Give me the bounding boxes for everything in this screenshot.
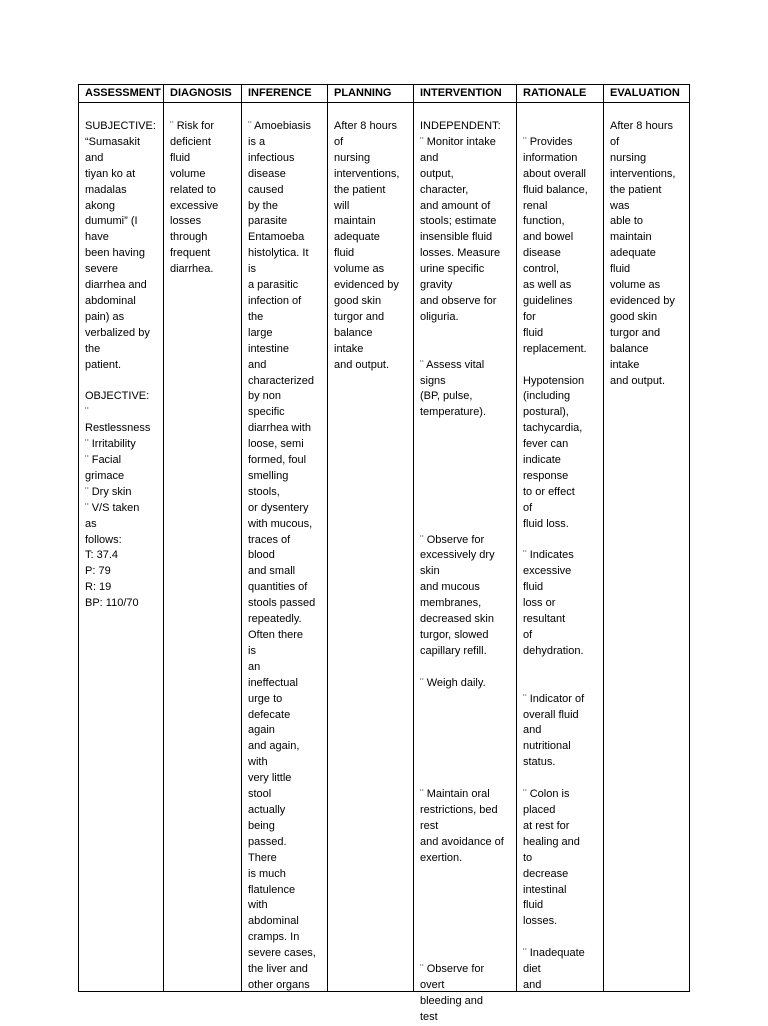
cell-line: intestinal — [523, 883, 567, 896]
column-header-intervention: INTERVENTION — [414, 85, 516, 103]
cell-line: rest — [420, 819, 439, 832]
cell-line: an — [248, 660, 261, 673]
cell-line: (BP, pulse, — [420, 390, 473, 403]
cell-line: ¨ Risk for — [170, 120, 214, 132]
cell-line: or dysentery — [248, 501, 309, 514]
cell-line: response — [523, 469, 569, 482]
cell-line — [420, 453, 514, 469]
cell-line: with — [248, 899, 268, 912]
cell-line: actually — [248, 803, 286, 816]
cell-line: fluid — [610, 263, 631, 276]
column-header-assessment: ASSESSMENT — [79, 85, 163, 103]
cell-line: is much — [248, 867, 286, 880]
cell-line: losses. — [523, 915, 558, 928]
cell-line: ¨ Maintain oral — [420, 788, 490, 801]
cell-line: blood — [248, 549, 275, 562]
cell-line: as — [85, 517, 97, 530]
cell-line: been having — [85, 247, 145, 260]
cell-line: and mucous — [420, 581, 480, 594]
cell-line: overall fluid — [523, 708, 579, 721]
cell-line — [420, 421, 514, 437]
cell-line: of — [523, 501, 533, 514]
cell-line: output, — [420, 167, 454, 180]
cell-line: diarrhea and — [85, 279, 147, 292]
cell-line: overt — [420, 978, 445, 991]
cell-line: able to — [610, 215, 644, 228]
cell-line: P: 79 — [85, 565, 111, 578]
evaluation-cell — [610, 119, 687, 389]
cell-line: quantities of — [248, 581, 308, 594]
intervention-cell — [420, 119, 514, 1026]
cell-line: “Sumasakit — [85, 135, 141, 148]
cell-line: tiyan ko at — [85, 167, 136, 180]
cell-line: stool — [248, 788, 272, 801]
cell-line: ¨ Dry skin — [85, 485, 132, 498]
cell-line: capillary refill. — [420, 644, 487, 657]
cell-line — [420, 342, 514, 358]
cell-line: maintain — [610, 231, 652, 244]
column-header-inference: INFERENCE — [242, 85, 327, 103]
cell-line: stools passed — [248, 597, 316, 610]
planning-column — [328, 85, 414, 991]
cell-line: ¨ V/S taken — [85, 501, 140, 514]
diagnosis-column — [164, 85, 242, 991]
cell-line: fluid balance, — [523, 183, 588, 196]
cell-line — [420, 867, 514, 883]
column-header-planning: PLANNING — [328, 85, 413, 103]
cell-line: information — [523, 151, 578, 164]
cell-line — [420, 437, 514, 453]
cell-line: temperature). — [420, 406, 487, 419]
cell-line: about overall — [523, 167, 586, 180]
rationale-column — [517, 85, 604, 991]
cell-line — [420, 723, 514, 739]
cell-line: BP: 110/70 — [85, 597, 139, 610]
cell-line: fluid — [170, 151, 191, 164]
cell-line: and observe for — [420, 294, 497, 307]
cell-line: nutritional — [523, 740, 571, 753]
cell-line: traces of — [248, 533, 291, 546]
cell-line: by non — [248, 390, 282, 403]
cell-line — [420, 914, 514, 930]
cell-line: character, — [420, 183, 469, 196]
cell-line: and — [85, 151, 104, 164]
cell-line: turgor and — [610, 326, 661, 339]
assessment-cell — [85, 119, 161, 612]
cell-line: diarrhea with — [248, 422, 311, 435]
cell-line: ¨ Facial — [85, 454, 122, 467]
cell-line: losses. Measure — [420, 247, 501, 260]
cell-line: After 8 hours — [334, 120, 397, 132]
cell-line: pain) as — [85, 310, 125, 323]
cell-line: is a — [248, 135, 266, 148]
cell-line: adequate — [334, 231, 380, 244]
cell-line: infection of — [248, 294, 302, 307]
cell-line — [420, 326, 514, 342]
cell-line: There — [248, 851, 277, 864]
cell-line: INDEPENDENT: — [420, 120, 501, 132]
cell-line: the — [248, 310, 264, 323]
cell-line: R: 19 — [85, 581, 112, 594]
cell-line: smelling — [248, 469, 289, 482]
cell-line — [523, 533, 601, 549]
cell-line: decreased skin — [420, 613, 494, 626]
cell-line: of — [523, 629, 533, 641]
cell-line: renal — [523, 199, 548, 212]
cell-line: losses — [170, 215, 202, 228]
column-header-rationale: RATIONALE — [517, 85, 603, 103]
cell-line — [420, 501, 514, 517]
cell-line: formed, foul — [248, 454, 307, 467]
cell-line: oliguria. — [420, 310, 459, 323]
cell-line: balance — [334, 326, 373, 339]
cell-line: ¨ Assess vital — [420, 358, 485, 371]
cell-line: good skin — [610, 310, 658, 323]
cell-line: as well as — [523, 279, 572, 292]
cell-line: healing and — [523, 835, 580, 848]
cell-line: for — [523, 310, 536, 323]
cell-line: infectious — [248, 151, 295, 164]
cell-line: and again, — [248, 740, 300, 753]
cell-line: abdominal — [85, 294, 136, 307]
cell-line: control, — [523, 263, 560, 276]
cell-line: related to — [170, 183, 216, 196]
cell-line: to — [523, 851, 533, 864]
cell-line: fluid — [523, 326, 544, 339]
cell-line: dehydration. — [523, 644, 584, 657]
cell-line: intake — [610, 358, 640, 371]
cell-line: turgor and — [334, 310, 385, 323]
cell-line: T: 37.4 — [85, 549, 119, 562]
cell-line: a parasitic — [248, 279, 299, 292]
cell-line: and — [420, 151, 439, 164]
cell-line: ¨ Observe for — [420, 533, 485, 546]
cell-line: grimace — [85, 469, 125, 482]
cell-line: the — [85, 342, 101, 355]
cell-line: evidenced by — [610, 294, 675, 307]
cell-line: test — [420, 1010, 438, 1023]
cell-line: urine specific — [420, 263, 485, 276]
cell-line: fluid — [334, 247, 355, 260]
cell-line: very little — [248, 772, 292, 785]
cell-line: of — [610, 135, 620, 148]
cell-line: ineffectual — [248, 676, 298, 689]
cell-line: histolytica. It — [248, 247, 309, 260]
planning-cell — [334, 119, 411, 374]
cell-line: intestine — [248, 342, 289, 355]
cell-line: akong — [85, 199, 115, 212]
cell-line: turgor, slowed — [420, 629, 489, 641]
cell-line: replacement. — [523, 342, 587, 355]
cell-line: is — [248, 644, 256, 657]
cell-line: abdominal — [248, 915, 299, 928]
cell-line: characterized — [248, 374, 315, 387]
cell-line: disease — [248, 167, 286, 180]
cell-line: insensible fluid — [420, 231, 493, 244]
cell-line: ¨ Monitor intake — [420, 135, 496, 148]
cell-line: OBJECTIVE: — [85, 390, 150, 403]
assessment-column — [79, 85, 164, 991]
inference-cell — [248, 119, 325, 994]
cell-line: ¨ Indicator of — [523, 692, 585, 705]
cell-line: excessively dry — [420, 549, 495, 562]
cell-line: guidelines — [523, 294, 573, 307]
cell-line: gravity — [420, 279, 453, 292]
cell-line: will — [334, 199, 350, 212]
cell-line — [420, 660, 514, 676]
cell-line: with — [248, 756, 268, 769]
cell-line: bleeding and — [420, 994, 484, 1007]
cell-line: defecate — [248, 708, 291, 721]
cell-line: decrease — [523, 867, 569, 880]
cell-line: fever can — [523, 438, 569, 451]
cell-line: volume — [170, 167, 206, 180]
cell-line: stools; estimate — [420, 215, 497, 228]
cell-line: have — [85, 231, 109, 244]
cell-line: fluid — [523, 581, 544, 594]
cell-line: specific — [248, 406, 285, 419]
cell-line: indicate — [523, 454, 561, 467]
cell-line: and — [248, 358, 267, 371]
cell-line: restrictions, bed — [420, 803, 498, 816]
cell-line: function, — [523, 215, 565, 228]
cell-line: verbalized by — [85, 326, 150, 339]
cell-line — [420, 883, 514, 899]
cell-line: urge to — [248, 692, 283, 705]
cell-line: being — [248, 819, 275, 832]
cell-line: exertion. — [420, 851, 463, 864]
cell-line: ¨ Irritability — [85, 438, 136, 451]
cell-line: Often there — [248, 629, 304, 641]
cell-line: evidenced by — [334, 279, 399, 292]
cell-line: tachycardia, — [523, 422, 583, 435]
cell-line: and bowel — [523, 231, 574, 244]
cell-line: through — [170, 231, 208, 244]
diagnosis-cell — [170, 119, 239, 278]
cell-line: deficient — [170, 135, 211, 148]
cell-line: is — [248, 263, 256, 276]
cell-line: balance — [610, 342, 649, 355]
cell-line: fluid loss. — [523, 517, 569, 530]
cell-line: to or effect — [523, 485, 575, 498]
cell-line: passed. — [248, 835, 287, 848]
cell-line: volume as — [610, 279, 661, 292]
cell-line: adequate — [610, 247, 656, 260]
cell-line: Hypotension — [523, 374, 585, 387]
cell-line: caused — [248, 183, 284, 196]
cell-line — [420, 755, 514, 771]
cell-line: and amount of — [420, 199, 491, 212]
cell-line: parasite — [248, 215, 288, 228]
cell-line: ¨ Colon is — [523, 788, 570, 801]
cell-line: was — [610, 199, 630, 212]
cell-line: madalas — [85, 183, 127, 196]
cell-line: and output. — [610, 374, 666, 387]
cell-line: and small — [248, 565, 296, 578]
cell-line: and output. — [334, 358, 390, 371]
cell-line: at rest for — [523, 819, 570, 832]
cell-line: stools, — [248, 485, 280, 498]
cell-line: skin — [420, 565, 440, 578]
cell-line: by the — [248, 199, 278, 212]
cell-line: signs — [420, 374, 446, 387]
cell-line: volume as — [334, 263, 385, 276]
cell-line: other organs — [248, 978, 310, 991]
cell-line: fluid — [523, 899, 544, 912]
cell-line: ¨ Amoebiasis — [248, 120, 311, 132]
cell-line: interventions, — [610, 167, 676, 180]
cell-line: and — [523, 978, 542, 991]
cell-line — [420, 692, 514, 708]
cell-line: nursing — [334, 151, 371, 164]
cell-line: interventions, — [334, 167, 400, 180]
cell-line: Entamoeba — [248, 231, 305, 244]
cell-line — [420, 485, 514, 501]
cell-line — [420, 898, 514, 914]
cell-line: After 8 hours — [610, 120, 673, 132]
cell-line: frequent — [170, 247, 211, 260]
cell-line: the liver and — [248, 963, 308, 976]
cell-line — [420, 771, 514, 787]
cell-line: intake — [334, 342, 364, 355]
cell-line: the patient — [610, 183, 662, 196]
cell-line — [523, 660, 601, 676]
cell-line: loss or — [523, 597, 556, 610]
care-plan-table — [78, 84, 690, 1023]
intervention-column — [414, 85, 517, 1023]
cell-line: ¨ Observe for — [420, 963, 485, 976]
cell-line: postural), — [523, 406, 569, 419]
cell-line: resultant — [523, 613, 566, 626]
cell-line: good skin — [334, 294, 382, 307]
cell-line: excessive — [523, 565, 572, 578]
cell-line: ¨ Indicates — [523, 549, 574, 562]
cell-line — [523, 930, 601, 946]
cell-line: with mucous, — [248, 517, 313, 530]
cell-line: again — [248, 724, 275, 737]
rationale-cell — [523, 119, 601, 994]
cell-line: ¨ Inadequate — [523, 947, 585, 960]
cell-line: and avoidance of — [420, 835, 504, 848]
cell-line: repeatedly. — [248, 613, 302, 626]
cell-line — [523, 676, 601, 692]
cell-line: and — [523, 724, 542, 737]
cell-line — [523, 119, 601, 135]
cell-line: (including — [523, 390, 571, 403]
cell-line — [420, 708, 514, 724]
cell-line: flatulence — [248, 883, 296, 896]
cell-line: large — [248, 326, 273, 339]
cell-line: loose, semi — [248, 438, 304, 451]
cell-line: diet — [523, 963, 541, 976]
cell-line — [420, 469, 514, 485]
cell-line: disease — [523, 247, 561, 260]
cell-line: status. — [523, 756, 556, 769]
cell-line: ¨ Weigh daily. — [420, 676, 486, 689]
inference-column — [242, 85, 328, 991]
cell-line — [523, 358, 601, 374]
column-header-evaluation: EVALUATION — [604, 85, 689, 103]
cell-line: dumumi” (I — [85, 215, 138, 228]
cell-line: diarrhea. — [170, 263, 214, 276]
cell-line — [85, 374, 161, 390]
cell-line: membranes, — [420, 597, 482, 610]
cell-line: the patient — [334, 183, 386, 196]
cell-line: placed — [523, 803, 556, 816]
cell-line: severe cases, — [248, 947, 316, 960]
cell-line: Restlessness — [85, 422, 151, 435]
cell-line: nursing — [610, 151, 647, 164]
cell-line: ¨ Provides — [523, 135, 573, 148]
cell-line: ¨ — [85, 406, 89, 419]
cell-line: cramps. In — [248, 931, 300, 944]
cell-line: patient. — [85, 358, 122, 371]
evaluation-column — [604, 85, 689, 991]
cell-line: follows: — [85, 533, 122, 546]
cell-line: severe — [85, 263, 119, 276]
cell-line — [420, 930, 514, 946]
cell-line — [420, 946, 514, 962]
cell-line — [420, 739, 514, 755]
cell-line: maintain — [334, 215, 376, 228]
cell-line — [420, 517, 514, 533]
cell-line: SUBJECTIVE: — [85, 120, 156, 132]
cell-line: excessive — [170, 199, 219, 212]
cell-line: of — [334, 135, 344, 148]
column-header-diagnosis: DIAGNOSIS — [164, 85, 241, 103]
cell-line — [523, 771, 601, 787]
